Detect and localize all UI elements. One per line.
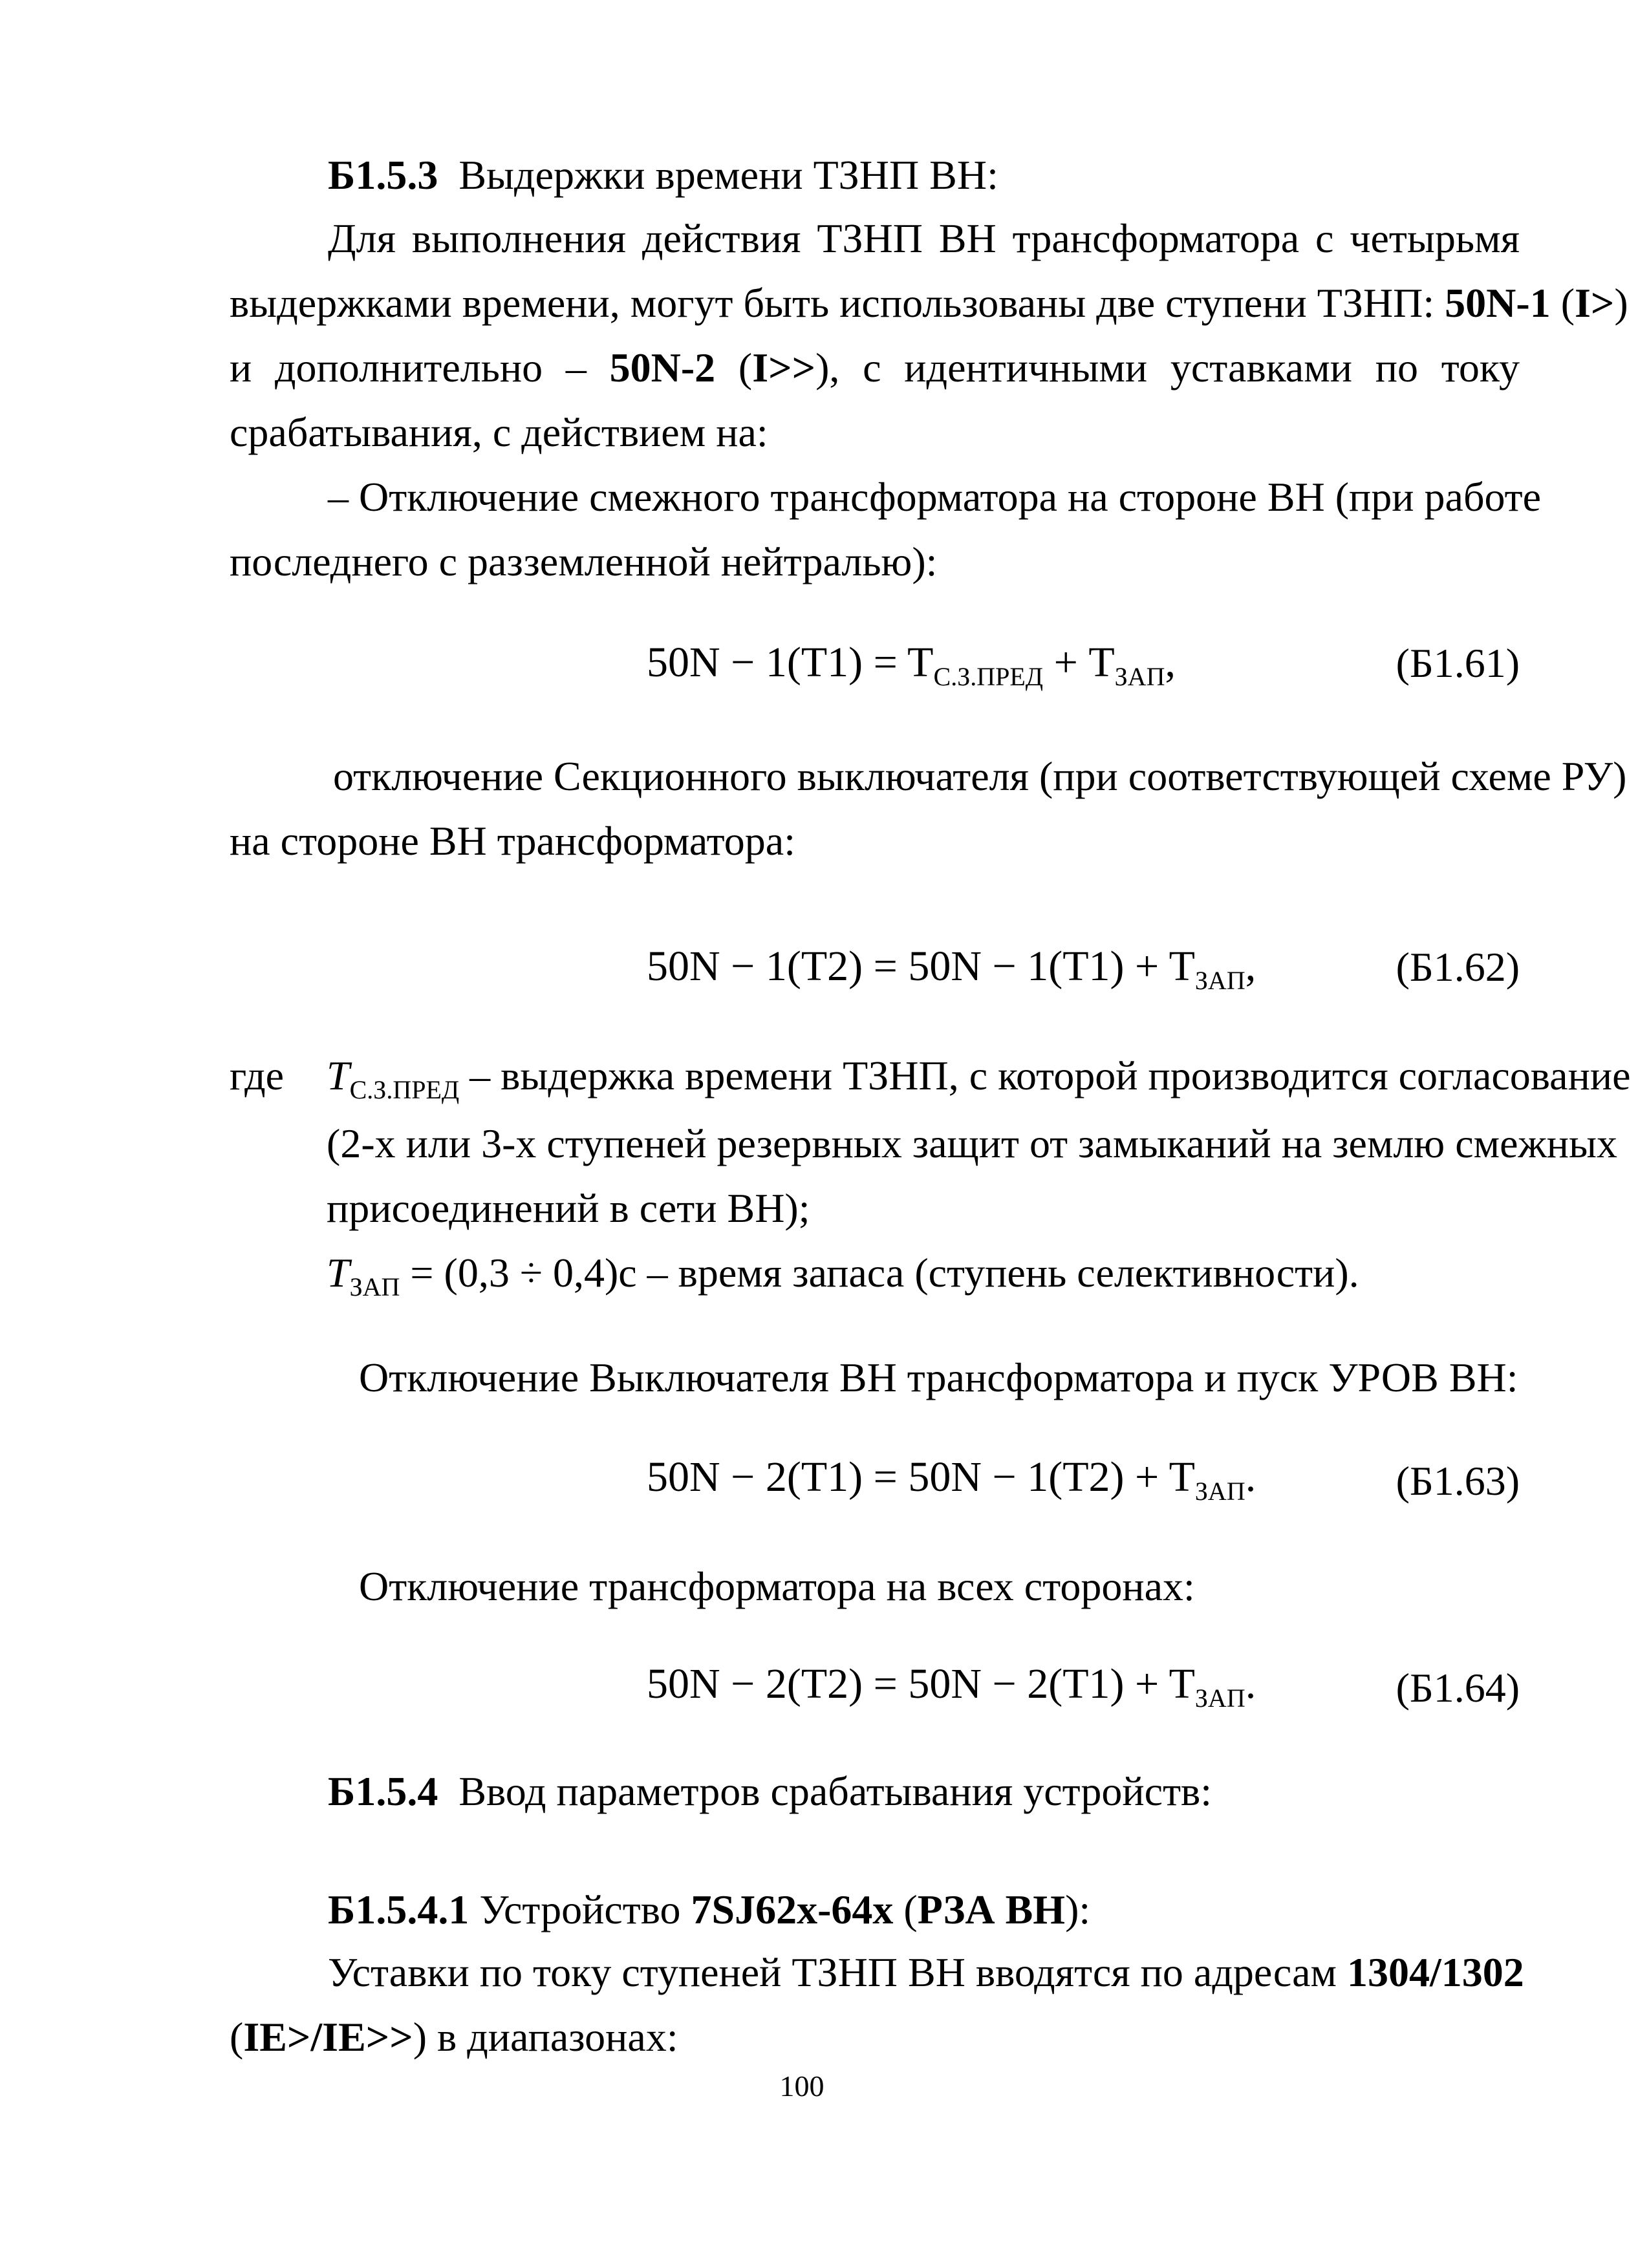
paragraph-line: выдержками времени, могут быть использованы две ступени ТЗНП: 50N-1 (I>) — [230, 280, 1628, 326]
section-title: Выдержки времени ТЗНП ВН: — [458, 152, 998, 198]
paragraph-line: и дополнительно – 50N-2 (I>>), с идентичными уставками по току — [230, 345, 1520, 390]
definition-line: присоединений в сети ВН); — [327, 1185, 810, 1231]
paragraph-line: Уставки по току ступеней ТЗНП ВН вводятся по адресам 1304/1302 — [328, 1949, 1524, 1995]
where-label: где — [230, 1053, 285, 1098]
page-number: 100 — [779, 2070, 824, 2102]
section-heading-b1541: Б1.5.4.1 Устройство 7SJ62x-64x (РЗА ВН): — [328, 1887, 1091, 1932]
equation-b162: $50N - 1(T2) = 50N - 1(T1) + T_{ЗАП}$, — [647, 943, 1256, 995]
equation-b161: $50N - 1(T1) = T_{С.З.ПРЕД} + T_{ЗАП}$, — [647, 639, 1176, 691]
paragraph-line: Отключение Выключателя ВН трансформатора и пуск УРОВ ВН: — [359, 1354, 1518, 1400]
paragraph-line: на стороне ВН трансформатора: — [230, 818, 795, 864]
equation-number: (Б1.62) — [1396, 944, 1520, 990]
paragraph-line: отключение Секционного выключателя (при соответствующей схеме РУ) — [333, 753, 1627, 799]
section-title: Ввод параметров срабатывания устройств: — [458, 1768, 1212, 1814]
equation-number: (Б1.61) — [1396, 640, 1520, 686]
section-number: Б1.5.3 — [328, 152, 438, 198]
paragraph-line: (IE>/IE>>) в диапазонах: — [230, 2014, 678, 2060]
equation-b164: $50N - 2(T2) = 50N - 2(T1) + T_{ЗАП}$. — [647, 1660, 1256, 1713]
paragraph-line: – Отключение смежного трансформатора на стороне ВН (при работе — [328, 474, 1542, 520]
definition-line: $T_{ЗАП} = (0,3 \div 0,4)с$ – время запаса (ступень селективности). — [327, 1250, 1359, 1301]
equation-b163: $50N - 2(T1) = 50N - 1(T2) + T_{ЗАП}$. — [647, 1453, 1256, 1506]
paragraph-line: срабатывания, с действием на: — [230, 409, 768, 455]
paragraph-line: Отключение трансформатора на всех сторонах: — [359, 1563, 1195, 1609]
equation-number: (Б1.63) — [1396, 1458, 1520, 1504]
paragraph-line: последнего с разземленной нейтралью): — [230, 539, 938, 584]
definition-line: $T_{С.З.ПРЕД}$ – выдержка времени ТЗНП, с которой производится согласование — [327, 1053, 1631, 1104]
section-heading-b153 — [328, 152, 1618, 198]
paragraph-line: Для выполнения действия ТЗНП ВН трансформатора с четырьмя — [328, 215, 1520, 261]
section-heading-b154 — [328, 1768, 1618, 1815]
definition-line: (2-х или 3-х ступеней резервных защит от замыканий на землю смежных — [327, 1120, 1617, 1166]
section-number: Б1.5.4 — [328, 1768, 438, 1814]
equation-number: (Б1.64) — [1396, 1665, 1520, 1711]
